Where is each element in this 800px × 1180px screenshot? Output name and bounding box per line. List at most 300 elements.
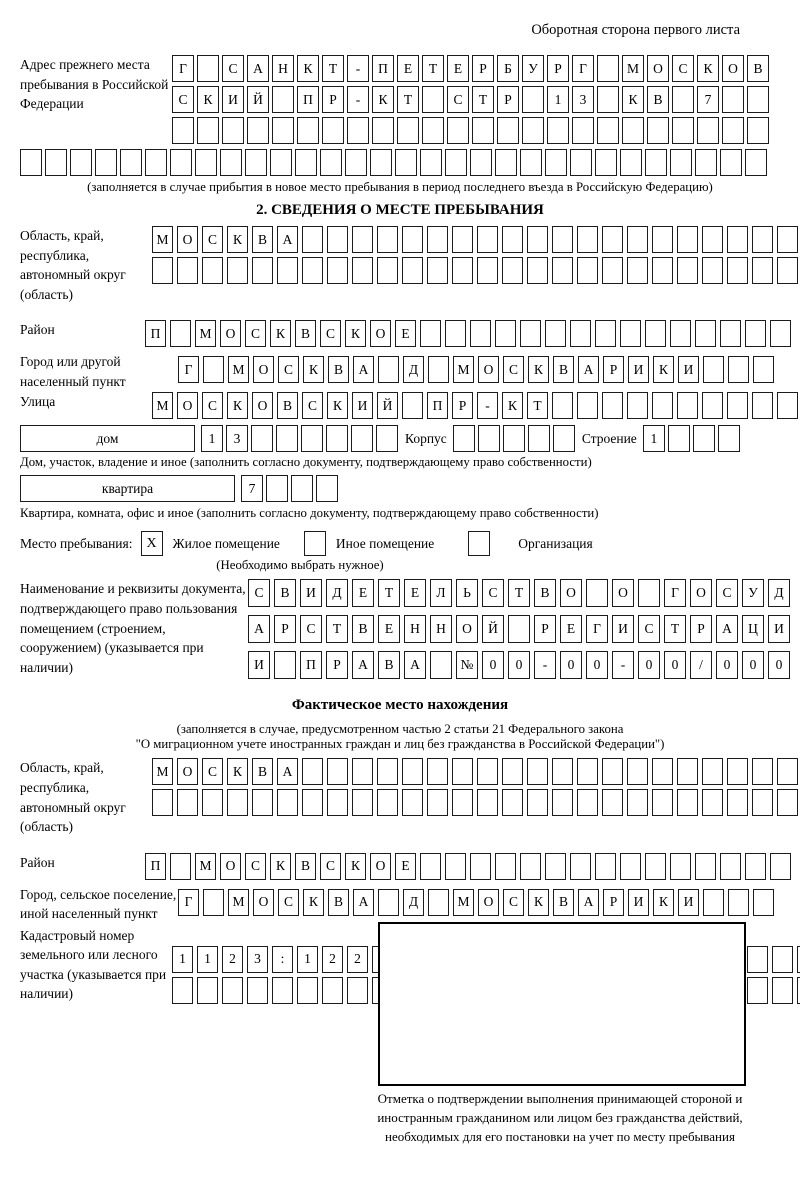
char-cell[interactable]: Р <box>322 86 344 113</box>
char-cell[interactable]: Р <box>690 615 712 643</box>
char-cell[interactable] <box>620 149 642 176</box>
char-cell[interactable]: Й <box>247 86 269 113</box>
char-cell[interactable] <box>522 86 544 113</box>
char-cell[interactable] <box>752 257 773 284</box>
char-cell[interactable] <box>274 651 296 679</box>
char-cell[interactable] <box>638 579 660 607</box>
char-cell[interactable] <box>622 117 644 144</box>
char-cell[interactable] <box>597 55 619 82</box>
char-cell[interactable]: В <box>252 226 273 253</box>
char-cell[interactable] <box>727 789 748 816</box>
char-cell[interactable] <box>720 320 741 347</box>
char-cell[interactable] <box>177 789 198 816</box>
char-cell[interactable] <box>120 149 142 176</box>
char-cell[interactable]: К <box>345 853 366 880</box>
char-cell[interactable] <box>777 392 798 419</box>
char-cell[interactable] <box>402 789 423 816</box>
char-cell[interactable] <box>627 789 648 816</box>
char-cell[interactable]: Т <box>472 86 494 113</box>
char-cell[interactable]: С <box>482 579 504 607</box>
char-cell[interactable] <box>422 117 444 144</box>
char-cell[interactable] <box>427 758 448 785</box>
char-cell[interactable] <box>376 425 398 452</box>
char-cell[interactable]: Т <box>322 55 344 82</box>
char-cell[interactable]: Р <box>603 356 624 383</box>
char-cell[interactable] <box>652 226 673 253</box>
char-cell[interactable]: М <box>152 392 173 419</box>
char-cell[interactable]: П <box>372 55 394 82</box>
char-cell[interactable]: М <box>152 758 173 785</box>
char-cell[interactable]: А <box>247 55 269 82</box>
char-cell[interactable] <box>777 789 798 816</box>
char-cell[interactable]: О <box>612 579 634 607</box>
char-cell[interactable] <box>602 257 623 284</box>
char-cell[interactable] <box>247 117 269 144</box>
char-cell[interactable] <box>602 226 623 253</box>
char-cell[interactable] <box>302 257 323 284</box>
char-cell[interactable] <box>677 758 698 785</box>
char-cell[interactable]: М <box>453 356 474 383</box>
char-cell[interactable]: Ц <box>742 615 764 643</box>
char-cell[interactable] <box>772 977 793 1004</box>
char-cell[interactable] <box>452 789 473 816</box>
char-cell[interactable] <box>577 226 598 253</box>
char-cell[interactable]: И <box>628 356 649 383</box>
char-cell[interactable] <box>527 758 548 785</box>
char-cell[interactable]: Р <box>274 615 296 643</box>
char-cell[interactable]: 0 <box>716 651 738 679</box>
char-cell[interactable] <box>477 789 498 816</box>
char-cell[interactable]: У <box>522 55 544 82</box>
char-cell[interactable]: С <box>320 853 341 880</box>
char-cell[interactable]: № <box>456 651 478 679</box>
char-cell[interactable]: К <box>303 889 324 916</box>
char-cell[interactable] <box>645 320 666 347</box>
char-cell[interactable]: 1 <box>197 946 218 973</box>
char-cell[interactable] <box>352 257 373 284</box>
char-cell[interactable]: Т <box>326 615 348 643</box>
char-cell[interactable] <box>777 257 798 284</box>
char-cell[interactable]: В <box>553 356 574 383</box>
char-cell[interactable] <box>520 320 541 347</box>
char-cell[interactable] <box>402 758 423 785</box>
char-cell[interactable] <box>422 86 444 113</box>
char-cell[interactable]: Т <box>508 579 530 607</box>
char-cell[interactable]: 7 <box>241 475 263 502</box>
char-cell[interactable] <box>527 789 548 816</box>
char-cell[interactable]: 0 <box>560 651 582 679</box>
char-cell[interactable]: Л <box>430 579 452 607</box>
char-cell[interactable]: Е <box>352 579 374 607</box>
char-cell[interactable] <box>152 789 173 816</box>
char-cell[interactable] <box>647 117 669 144</box>
char-cell[interactable] <box>272 117 294 144</box>
char-cell[interactable]: : <box>272 946 293 973</box>
char-cell[interactable]: К <box>227 226 248 253</box>
char-cell[interactable] <box>170 149 192 176</box>
char-cell[interactable] <box>301 425 323 452</box>
char-cell[interactable]: К <box>653 889 674 916</box>
char-cell[interactable] <box>627 226 648 253</box>
char-cell[interactable] <box>527 257 548 284</box>
char-cell[interactable] <box>677 257 698 284</box>
char-cell[interactable] <box>602 789 623 816</box>
char-cell[interactable]: 7 <box>697 86 719 113</box>
char-cell[interactable]: В <box>328 356 349 383</box>
char-cell[interactable] <box>302 226 323 253</box>
char-cell[interactable]: К <box>528 889 549 916</box>
apartment-type-box[interactable]: квартира <box>20 475 235 502</box>
char-cell[interactable]: И <box>300 579 322 607</box>
char-cell[interactable] <box>552 257 573 284</box>
char-cell[interactable]: С <box>202 392 223 419</box>
char-cell[interactable]: М <box>228 889 249 916</box>
char-cell[interactable]: А <box>716 615 738 643</box>
char-cell[interactable]: Р <box>326 651 348 679</box>
char-cell[interactable]: О <box>456 615 478 643</box>
char-cell[interactable]: С <box>245 853 266 880</box>
char-cell[interactable] <box>552 392 573 419</box>
char-cell[interactable]: 2 <box>347 946 368 973</box>
char-cell[interactable]: К <box>372 86 394 113</box>
char-cell[interactable]: Г <box>586 615 608 643</box>
char-cell[interactable] <box>722 117 744 144</box>
char-cell[interactable] <box>753 356 774 383</box>
char-cell[interactable] <box>297 117 319 144</box>
char-cell[interactable] <box>652 392 673 419</box>
char-cell[interactable] <box>652 257 673 284</box>
char-cell[interactable]: 0 <box>768 651 790 679</box>
char-cell[interactable] <box>720 149 742 176</box>
char-cell[interactable] <box>522 117 544 144</box>
char-cell[interactable] <box>295 149 317 176</box>
char-cell[interactable] <box>572 117 594 144</box>
char-cell[interactable] <box>470 320 491 347</box>
char-cell[interactable]: И <box>352 392 373 419</box>
char-cell[interactable] <box>377 789 398 816</box>
char-cell[interactable]: Р <box>497 86 519 113</box>
char-cell[interactable] <box>322 117 344 144</box>
char-cell[interactable] <box>397 117 419 144</box>
char-cell[interactable]: Е <box>560 615 582 643</box>
char-cell[interactable]: 1 <box>643 425 665 452</box>
char-cell[interactable] <box>222 117 244 144</box>
char-cell[interactable]: Й <box>482 615 504 643</box>
char-cell[interactable] <box>595 320 616 347</box>
char-cell[interactable] <box>222 977 243 1004</box>
char-cell[interactable]: В <box>274 579 296 607</box>
char-cell[interactable]: Г <box>172 55 194 82</box>
char-cell[interactable]: Г <box>178 889 199 916</box>
char-cell[interactable] <box>45 149 67 176</box>
char-cell[interactable] <box>597 117 619 144</box>
char-cell[interactable] <box>645 149 667 176</box>
char-cell[interactable]: В <box>328 889 349 916</box>
char-cell[interactable]: Д <box>768 579 790 607</box>
char-cell[interactable] <box>702 392 723 419</box>
char-cell[interactable] <box>747 977 768 1004</box>
char-cell[interactable]: П <box>300 651 322 679</box>
char-cell[interactable]: Н <box>272 55 294 82</box>
char-cell[interactable]: К <box>653 356 674 383</box>
char-cell[interactable] <box>495 853 516 880</box>
char-cell[interactable]: 2 <box>322 946 343 973</box>
char-cell[interactable] <box>772 946 793 973</box>
char-cell[interactable] <box>395 149 417 176</box>
char-cell[interactable] <box>672 86 694 113</box>
char-cell[interactable]: Г <box>664 579 686 607</box>
char-cell[interactable] <box>728 356 749 383</box>
char-cell[interactable] <box>677 789 698 816</box>
char-cell[interactable]: Е <box>395 320 416 347</box>
char-cell[interactable]: А <box>248 615 270 643</box>
char-cell[interactable] <box>620 853 641 880</box>
char-cell[interactable] <box>577 392 598 419</box>
char-cell[interactable] <box>202 257 223 284</box>
char-cell[interactable]: Ь <box>456 579 478 607</box>
char-cell[interactable] <box>553 425 575 452</box>
char-cell[interactable] <box>502 789 523 816</box>
char-cell[interactable] <box>477 257 498 284</box>
char-cell[interactable] <box>322 977 343 1004</box>
char-cell[interactable]: С <box>278 356 299 383</box>
char-cell[interactable]: В <box>277 392 298 419</box>
char-cell[interactable]: Р <box>452 392 473 419</box>
char-cell[interactable]: / <box>690 651 712 679</box>
char-cell[interactable]: Р <box>547 55 569 82</box>
char-cell[interactable] <box>722 86 744 113</box>
char-cell[interactable] <box>445 149 467 176</box>
char-cell[interactable]: О <box>220 853 241 880</box>
char-cell[interactable] <box>727 226 748 253</box>
char-cell[interactable]: Д <box>403 356 424 383</box>
char-cell[interactable]: И <box>222 86 244 113</box>
char-cell[interactable]: А <box>353 889 374 916</box>
char-cell[interactable]: А <box>353 356 374 383</box>
char-cell[interactable] <box>430 651 452 679</box>
char-cell[interactable] <box>752 392 773 419</box>
char-cell[interactable] <box>297 977 318 1004</box>
char-cell[interactable] <box>347 117 369 144</box>
char-cell[interactable]: О <box>253 356 274 383</box>
char-cell[interactable]: О <box>647 55 669 82</box>
char-cell[interactable] <box>752 758 773 785</box>
char-cell[interactable] <box>770 320 791 347</box>
char-cell[interactable] <box>203 356 224 383</box>
char-cell[interactable] <box>302 789 323 816</box>
char-cell[interactable]: Н <box>404 615 426 643</box>
char-cell[interactable]: 0 <box>482 651 504 679</box>
char-cell[interactable] <box>627 758 648 785</box>
char-cell[interactable] <box>402 226 423 253</box>
char-cell[interactable]: Д <box>326 579 348 607</box>
char-cell[interactable] <box>672 117 694 144</box>
char-cell[interactable]: 3 <box>226 425 248 452</box>
char-cell[interactable]: М <box>152 226 173 253</box>
char-cell[interactable] <box>270 149 292 176</box>
char-cell[interactable] <box>520 853 541 880</box>
char-cell[interactable] <box>602 392 623 419</box>
char-cell[interactable] <box>528 425 550 452</box>
char-cell[interactable]: 0 <box>586 651 608 679</box>
char-cell[interactable] <box>472 117 494 144</box>
char-cell[interactable] <box>670 149 692 176</box>
char-cell[interactable]: К <box>227 392 248 419</box>
char-cell[interactable]: О <box>252 392 273 419</box>
char-cell[interactable] <box>345 149 367 176</box>
char-cell[interactable]: С <box>172 86 194 113</box>
char-cell[interactable]: О <box>220 320 241 347</box>
char-cell[interactable]: А <box>352 651 374 679</box>
char-cell[interactable]: О <box>560 579 582 607</box>
char-cell[interactable]: Т <box>664 615 686 643</box>
char-cell[interactable] <box>745 320 766 347</box>
char-cell[interactable]: С <box>248 579 270 607</box>
char-cell[interactable] <box>227 789 248 816</box>
char-cell[interactable] <box>352 758 373 785</box>
char-cell[interactable]: И <box>248 651 270 679</box>
char-cell[interactable] <box>372 117 394 144</box>
char-cell[interactable] <box>152 257 173 284</box>
char-cell[interactable]: Г <box>178 356 199 383</box>
char-cell[interactable] <box>445 853 466 880</box>
char-cell[interactable]: А <box>404 651 426 679</box>
char-cell[interactable] <box>327 758 348 785</box>
char-cell[interactable] <box>402 257 423 284</box>
char-cell[interactable]: Г <box>572 55 594 82</box>
char-cell[interactable]: О <box>177 392 198 419</box>
char-cell[interactable] <box>445 320 466 347</box>
char-cell[interactable]: 1 <box>172 946 193 973</box>
char-cell[interactable]: М <box>453 889 474 916</box>
char-cell[interactable] <box>527 226 548 253</box>
char-cell[interactable]: С <box>503 356 524 383</box>
char-cell[interactable] <box>747 946 768 973</box>
char-cell[interactable]: С <box>278 889 299 916</box>
char-cell[interactable] <box>752 226 773 253</box>
char-cell[interactable]: 3 <box>247 946 268 973</box>
char-cell[interactable]: А <box>277 758 298 785</box>
char-cell[interactable]: В <box>553 889 574 916</box>
char-cell[interactable] <box>203 889 224 916</box>
char-cell[interactable] <box>327 226 348 253</box>
char-cell[interactable] <box>202 789 223 816</box>
char-cell[interactable] <box>595 853 616 880</box>
char-cell[interactable] <box>652 789 673 816</box>
char-cell[interactable] <box>602 758 623 785</box>
char-cell[interactable]: О <box>253 889 274 916</box>
char-cell[interactable]: Е <box>378 615 400 643</box>
char-cell[interactable] <box>720 853 741 880</box>
char-cell[interactable]: С <box>222 55 244 82</box>
char-cell[interactable] <box>777 226 798 253</box>
char-cell[interactable]: П <box>297 86 319 113</box>
char-cell[interactable] <box>326 425 348 452</box>
char-cell[interactable]: И <box>678 356 699 383</box>
char-cell[interactable] <box>620 320 641 347</box>
char-cell[interactable] <box>427 789 448 816</box>
char-cell[interactable] <box>377 257 398 284</box>
char-cell[interactable]: А <box>578 356 599 383</box>
char-cell[interactable] <box>745 853 766 880</box>
char-cell[interactable] <box>777 758 798 785</box>
char-cell[interactable] <box>427 257 448 284</box>
char-cell[interactable] <box>478 425 500 452</box>
char-cell[interactable]: С <box>245 320 266 347</box>
char-cell[interactable]: М <box>195 853 216 880</box>
char-cell[interactable] <box>677 226 698 253</box>
char-cell[interactable]: - <box>477 392 498 419</box>
char-cell[interactable]: П <box>145 853 166 880</box>
checkbox-other-premises[interactable] <box>304 531 326 556</box>
char-cell[interactable] <box>452 257 473 284</box>
char-cell[interactable] <box>452 226 473 253</box>
char-cell[interactable] <box>377 758 398 785</box>
char-cell[interactable]: С <box>202 226 223 253</box>
char-cell[interactable]: С <box>320 320 341 347</box>
char-cell[interactable]: Е <box>447 55 469 82</box>
char-cell[interactable] <box>227 257 248 284</box>
char-cell[interactable]: В <box>534 579 556 607</box>
char-cell[interactable]: С <box>716 579 738 607</box>
char-cell[interactable]: М <box>622 55 644 82</box>
char-cell[interactable]: П <box>427 392 448 419</box>
char-cell[interactable]: К <box>327 392 348 419</box>
char-cell[interactable] <box>420 320 441 347</box>
char-cell[interactable] <box>95 149 117 176</box>
char-cell[interactable] <box>745 149 767 176</box>
char-cell[interactable] <box>627 392 648 419</box>
char-cell[interactable]: К <box>622 86 644 113</box>
char-cell[interactable] <box>570 853 591 880</box>
char-cell[interactable] <box>502 758 523 785</box>
char-cell[interactable] <box>177 257 198 284</box>
char-cell[interactable]: 2 <box>222 946 243 973</box>
char-cell[interactable]: - <box>347 55 369 82</box>
char-cell[interactable] <box>752 789 773 816</box>
char-cell[interactable] <box>252 257 273 284</box>
char-cell[interactable]: К <box>303 356 324 383</box>
char-cell[interactable] <box>197 977 218 1004</box>
char-cell[interactable]: С <box>638 615 660 643</box>
char-cell[interactable] <box>670 320 691 347</box>
char-cell[interactable] <box>402 392 423 419</box>
char-cell[interactable]: К <box>227 758 248 785</box>
char-cell[interactable] <box>20 149 42 176</box>
char-cell[interactable] <box>220 149 242 176</box>
char-cell[interactable] <box>753 889 774 916</box>
char-cell[interactable] <box>545 149 567 176</box>
char-cell[interactable]: К <box>270 853 291 880</box>
char-cell[interactable] <box>470 149 492 176</box>
char-cell[interactable]: С <box>447 86 469 113</box>
char-cell[interactable]: В <box>295 320 316 347</box>
char-cell[interactable] <box>577 257 598 284</box>
char-cell[interactable] <box>747 117 769 144</box>
char-cell[interactable] <box>428 356 449 383</box>
char-cell[interactable] <box>677 392 698 419</box>
char-cell[interactable]: 0 <box>638 651 660 679</box>
char-cell[interactable]: В <box>647 86 669 113</box>
char-cell[interactable]: С <box>300 615 322 643</box>
char-cell[interactable] <box>577 758 598 785</box>
char-cell[interactable]: С <box>202 758 223 785</box>
char-cell[interactable] <box>352 226 373 253</box>
char-cell[interactable]: А <box>578 889 599 916</box>
char-cell[interactable]: Е <box>395 853 416 880</box>
char-cell[interactable] <box>577 789 598 816</box>
checkbox-organization[interactable] <box>468 531 490 556</box>
